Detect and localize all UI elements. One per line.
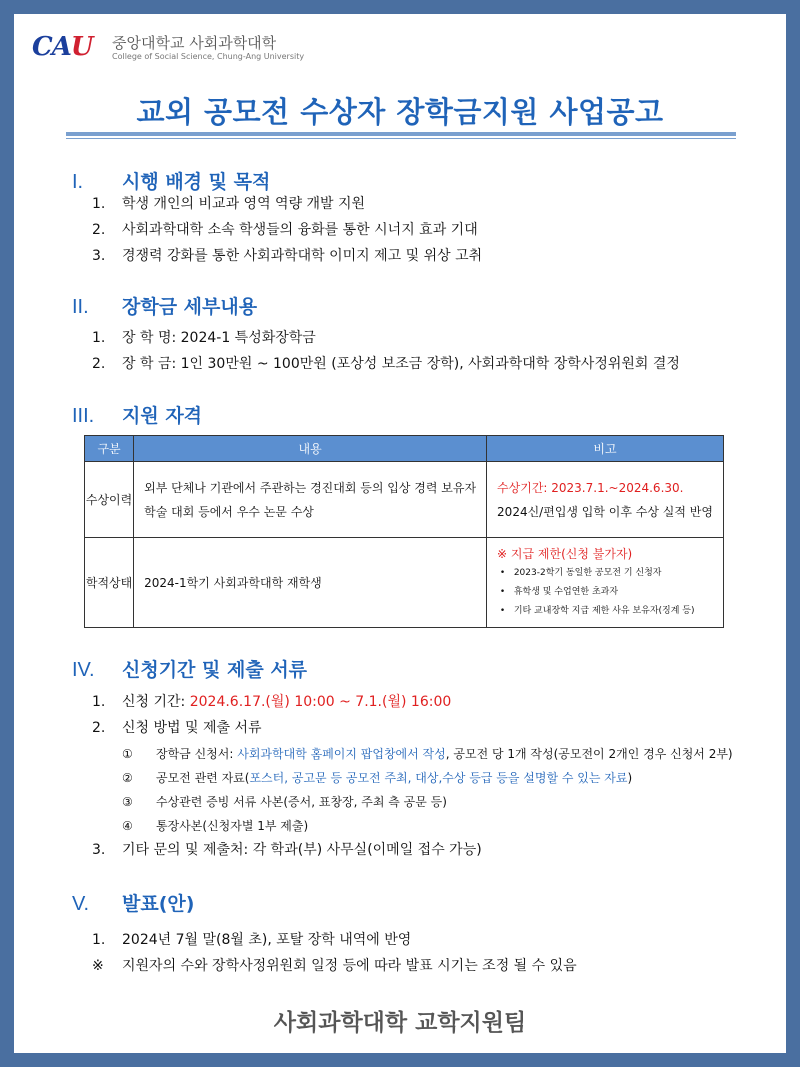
row-content: 외부 단체나 기관에서 주관하는 경진대회 등의 입상 경력 보유자 학술 대회 등에서 우수 논문 수상 <box>134 462 487 538</box>
section-4-heading: IV. 신청기간 및 제출 서류 <box>72 659 308 681</box>
section-5-item: 1. 2024년 7월 말(8월 초), 포탈 장학 내역에 반영 <box>92 932 412 948</box>
title-divider-thin <box>66 138 736 139</box>
section-4-item: 2. 신청 방법 및 제출 서류 <box>92 720 262 736</box>
college-name: 중앙대학교 사회과학대학 <box>112 34 277 52</box>
page-title: 교외 공모전 수상자 장학금지원 사업공고 <box>136 95 664 129</box>
eligibility-table <box>84 435 724 628</box>
section-3-heading: III. 지원 자격 <box>72 405 203 427</box>
section-5-note: ※ 지원자의 수와 장학사정위원회 일정 등에 따라 발표 시기는 조정 될 수 있음 <box>92 958 577 974</box>
document-item: ② 공모전 관련 자료(포스터, 공고문 등 공모전 주최, 대상,수상 등급 등을 설명할 수 있는 자료) <box>122 771 633 785</box>
cau-logo-mark: CAU <box>32 32 93 62</box>
college-name-en: College of Social Science, Chung-Ang University <box>112 52 305 61</box>
section-4-item: 3. 기타 문의 및 제출처: 각 학과(부) 사무실(이메일 접수 가능) <box>92 842 482 858</box>
row-category: 수상이력 <box>85 462 134 538</box>
section-1-item: 3. 경쟁력 강화를 통한 사회과학대학 이미지 제고 및 위상 고취 <box>92 248 483 264</box>
section-2-item: 2. 장 학 금: 1인 30만원 ~ 100만원 (포상성 보조금 장학), 사회과학대학 장학사정위원회 결정 <box>92 356 680 372</box>
section-1-item: 2. 사회과학대학 소속 학생들의 융화를 통한 시너지 효과 기대 <box>92 222 478 238</box>
table-header-row <box>85 436 724 462</box>
application-period: 1. 신청 기간: 2024.6.17.(월) 10:00 ~ 7.1.(월) 16:00 <box>92 694 452 710</box>
section-2-item: 1. 장 학 명: 2024-1 특성화장학금 <box>92 330 316 346</box>
table-row <box>85 538 724 628</box>
column-header: 내용 <box>134 436 487 462</box>
footer-team: 사회과학대학 교학지원팀 <box>273 1010 527 1036</box>
row-note: ※ 지급 제한(신청 불가자) • 2023-2학기 동일한 공모전 기 신청자 • 휴학생 및 수업연한 초과자 • 기타 교내장학 지급 제한 사유 보유자(징계 등) <box>487 538 724 628</box>
column-header: 비고 <box>487 436 724 462</box>
title-divider <box>66 132 736 136</box>
row-note: 수상기간: 2023.7.1.~2024.6.30. 2024신/편입생 입학 이후 수상 실적 반영 <box>487 462 724 538</box>
list-item: • 기타 교내장학 지급 제한 사유 보유자(징계 등) <box>497 606 695 616</box>
section-5-heading: V. 발표(안) <box>72 893 195 915</box>
section-2-heading: II. 장학금 세부내용 <box>72 296 258 318</box>
row-content: 2024-1학기 사회과학대학 재학생 <box>134 538 487 628</box>
document-item: ④ 통장사본(신청자별 1부 제출) <box>122 819 309 833</box>
section-1-heading: I. 시행 배경 및 목적 <box>72 171 271 193</box>
list-item: • 2023-2학기 동일한 공모전 기 신청자 <box>497 568 662 578</box>
row-category: 학적상태 <box>85 538 134 628</box>
document-item: ① 장학금 신청서: 사회과학대학 홈페이지 팝업창에서 작성, 공모전 당 1개 작성(공모전이 2개인 경우 신청서 2부) <box>122 747 733 761</box>
table-row <box>85 462 724 538</box>
document-item: ③ 수상관련 증빙 서류 사본(증서, 표창장, 주최 측 공문 등) <box>122 795 447 809</box>
section-1-item: 1. 학생 개인의 비교과 영역 역량 개발 지원 <box>92 196 366 212</box>
list-item: • 휴학생 및 수업연한 초과자 <box>497 587 619 597</box>
notice-page <box>14 14 786 1053</box>
column-header: 구분 <box>85 436 134 462</box>
